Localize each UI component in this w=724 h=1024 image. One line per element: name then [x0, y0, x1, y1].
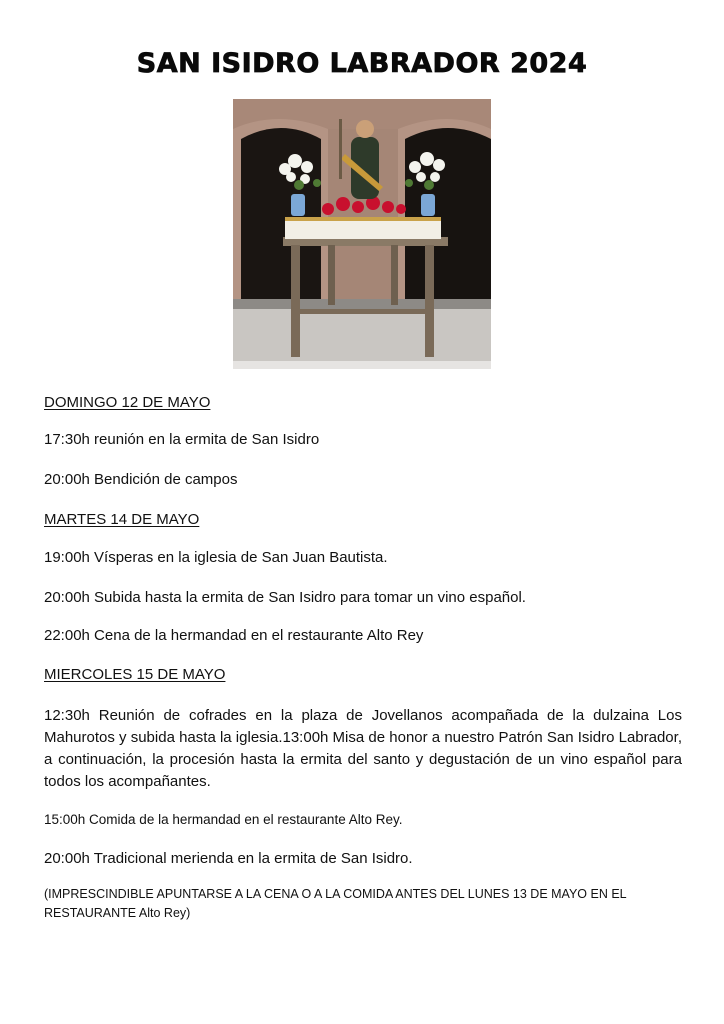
section-heading-martes: MARTES 14 DE MAYO	[44, 511, 200, 528]
registration-note: (IMPRESCINDIBLE APUNTARSE A LA CENA O A LA COMIDA ANTES DEL LUNES 13 DE MAYO EN EL RESTAURANTE Alto Rey)	[44, 887, 627, 920]
schedule-item: 20:00h Tradicional merienda en la ermita de San Isidro.	[44, 850, 413, 867]
san-isidro-statue-photo	[233, 99, 491, 369]
schedule-item: 20:00h Bendición de campos	[44, 471, 238, 488]
section-heading-domingo: DOMINGO 12 DE MAYO	[44, 394, 211, 411]
schedule-item: 20:00h Subida hasta la ermita de San Isidro para tomar un vino español.	[44, 589, 526, 606]
schedule-item: 22:00h Cena de la hermandad en el restaurante Alto Rey	[44, 627, 424, 644]
schedule-item: 19:00h Vísperas en la iglesia de San Juan Bautista.	[44, 549, 388, 566]
page-title: SAN ISIDRO LABRADOR 2024	[136, 48, 588, 79]
schedule-item: 15:00h Comida de la hermandad en el restaurante Alto Rey.	[44, 812, 403, 827]
section-heading-miercoles: MIERCOLES 15 DE MAYO	[44, 666, 226, 683]
schedule-item: 17:30h reunión en la ermita de San Isidro	[44, 431, 320, 448]
schedule-item: 12:30h Reunión de cofrades en la plaza de Jovellanos acompañada de la dulzaina Los Mahurotos y subida hasta la iglesia.13:00h Misa de honor a nuestro Patrón San Isidro Labrador, a continuación, la procesión hasta la ermita del santo y degustación de un vino español para todos los acompañantes.	[44, 707, 682, 790]
